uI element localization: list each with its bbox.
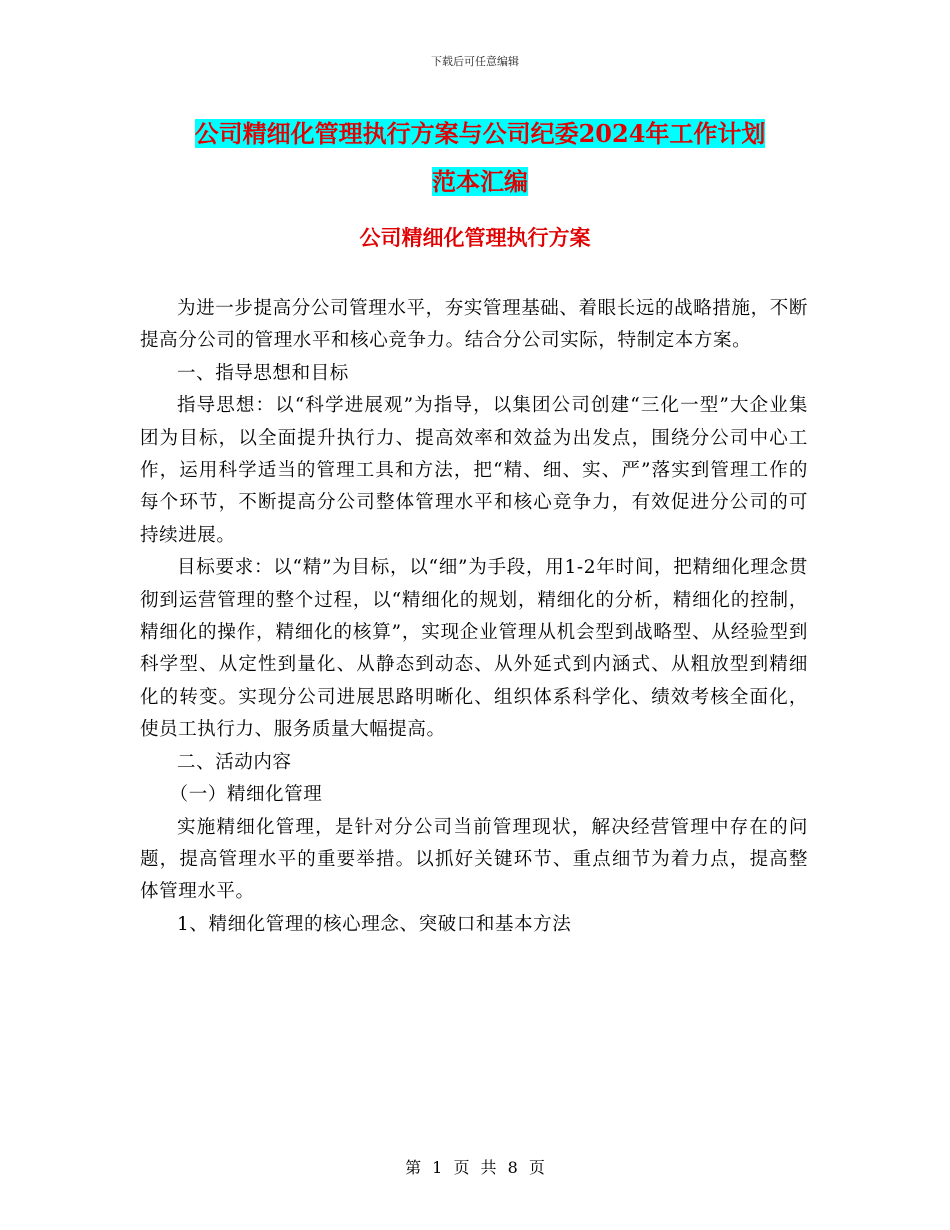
paragraph-refined-management: 实施精细化管理，是针对分公司当前管理现状，解决经营管理中存在的问题，提高管理水平的重要举措。以抓好关键环节、重点细节为着力点，提高整体管理水平。 bbox=[140, 816, 808, 903]
subheading-core-concepts: 1、精细化管理的核心理念、突破口和基本方法 bbox=[177, 913, 572, 935]
document-body bbox=[140, 293, 808, 941]
document-title-line-1: 公司精细化管理执行方案与公司纪委2024年工作计划 bbox=[194, 119, 766, 148]
section-title: 公司精细化管理执行方案 bbox=[359, 225, 591, 250]
page-footer: 第 1 页 共 8 页 bbox=[405, 1158, 545, 1177]
subheading-refined-management: （一）精细化管理 bbox=[169, 784, 323, 806]
heading-guiding-ideology-and-goals: 一、指导思想和目标 bbox=[177, 362, 349, 384]
paragraph-goal-requirements: 目标要求：以“精”为目标，以“细”为手段，用1-2年时间，把精细化理念贯彻到运营管理的整个过程，以“精细化的规划，精细化的分析，精细化的控制，精细化的操作，精细化的核算”，实现企业管理从机会型到战略型、从经验型到科学型、从定性到量化、从静态到动态、从外延式到内涵式、从粗放型到精细化的转变。实现分公司进展思路明晰化、组织体系科学化、绩效考核全面化，使员工执行力、服务质量大幅提高。 bbox=[140, 557, 808, 741]
document-title-line-2: 范本汇编 bbox=[432, 167, 528, 196]
heading-activity-content: 二、活动内容 bbox=[177, 751, 292, 773]
page-header: 下载后可任意编辑 bbox=[431, 55, 519, 68]
paragraph-intro: 为进一步提高分公司管理水平，夯实管理基础、着眼长远的战略措施，不断提高分公司的管理水平和核心竞争力。结合分公司实际，特制定本方案。 bbox=[140, 298, 808, 352]
paragraph-guiding-ideology: 指导思想：以“科学进展观”为指导，以集团公司创建“三化一型”大企业集团为目标，以全面提升执行力、提高效率和效益为出发点，围绕分公司中心工作，运用科学适当的管理工具和方法，把“精、细、实、严”落实到管理工作的每个环节，不断提高分公司整体管理水平和核心竞争力，有效促进分公司的可持续进展。 bbox=[140, 395, 808, 546]
document-title bbox=[140, 110, 820, 206]
